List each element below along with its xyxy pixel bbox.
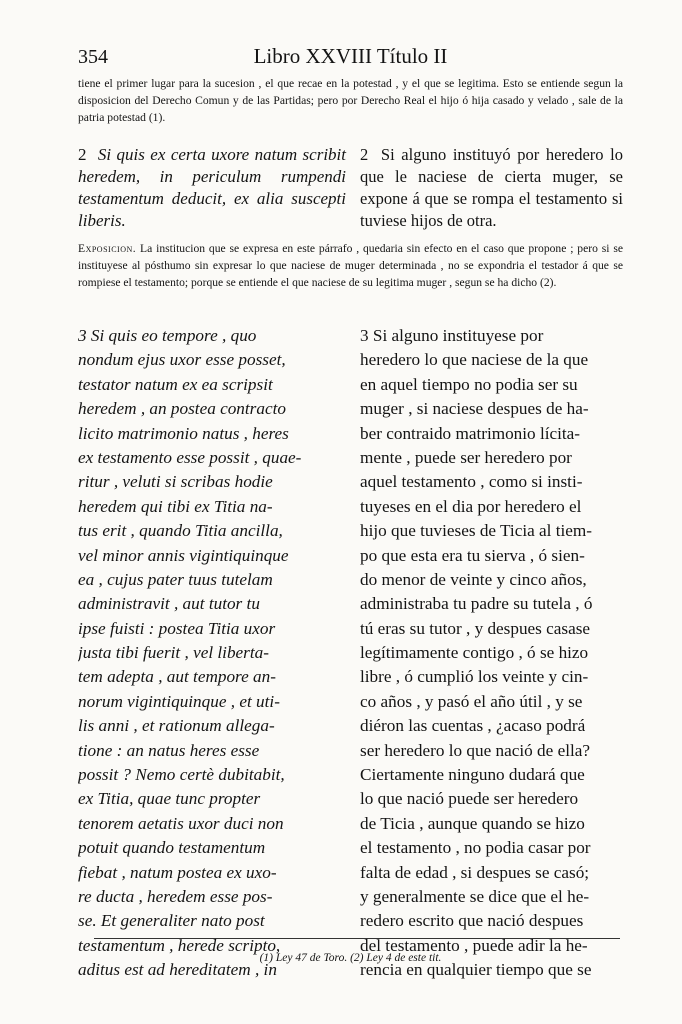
section-3-latin-line: lis anni , et rationum allega- — [78, 716, 275, 736]
section-3-latin — [78, 324, 346, 983]
footnotes: (1) Ley 47 de Toro. (2) Ley 4 de este tit. — [259, 952, 442, 964]
section-3-spanish-line: po que esta era tu sierva , ó sien- — [360, 545, 585, 565]
section-3-spanish-line: del testamento , puede adir la he- — [360, 935, 588, 955]
section-3-latin-line: nondum ejus uxor esse posset, — [78, 350, 286, 370]
section-2-spanish-number: 2 — [360, 145, 369, 164]
section-3-spanish-line: tú eras su tutor , y despues casase — [360, 618, 591, 638]
section-2-latin — [78, 144, 346, 232]
section-3-latin-line: ex Titia, quae tunc propter — [78, 789, 261, 809]
section-2 — [78, 144, 623, 232]
section-3-latin-line: licito matrimonio natus , heres — [78, 423, 289, 443]
page-number: 354 — [78, 46, 108, 68]
section-3-spanish-line: rencia en qualquier tiempo que se — [360, 960, 592, 980]
section-3-spanish-line: ber contraido matrimonio lícita- — [360, 423, 581, 443]
section-3-spanish-line: administraba tu padre su tutela , ó — [360, 594, 593, 614]
section-3-latin-line: ex testamento esse possit , quae- — [78, 447, 302, 467]
section-3-latin-line: heredem , an postea contracto — [78, 399, 286, 419]
section-3-latin-line: heredem qui tibi ex Titia na- — [78, 496, 273, 516]
section-3-spanish-line: de Ticia , aunque quando se hizo — [360, 813, 585, 833]
section-3-spanish-line: aquel testamento , como si insti- — [360, 472, 583, 492]
section-3-spanish-line: co años , y pasó el año útil , y se — [360, 691, 583, 711]
section-3-spanish-line: Ciertamente ninguno dudará que — [360, 765, 585, 785]
exposicion-text: La institucion que se expresa en este párrafo , quedaria sin efecto en el caso que propone ; pero si se instituyese al pósthumo sin expresar lo que naciese de muger determinada , no se expondria el testador á que se rompiese el testamento; porque se entiende el que naciese de su legitima muger , segun se ha dicho (2). — [78, 242, 623, 289]
section-3-latin-line: possit ? Nemo certè dubitabit, — [78, 765, 285, 785]
section-3-latin-line: se. Et generaliter nato post — [78, 911, 265, 931]
section-3-spanish-line: do menor de veinte y cinco años, — [360, 569, 587, 589]
section-3-latin-line: norum vigintiquinque , et uti- — [78, 691, 280, 711]
intro-paragraph: tiene el primer lugar para la sucesion , el que recae en la potestad , y el que se legitima. Esto se entiende segun la disposicion del Derecho Comun y de las Partidas; pero por Derecho Real el hijo ó hija casado y velado , sale de la patria potestad (1). — [78, 77, 623, 124]
section-3-latin-line: testator natum ex ea scripsit — [78, 374, 273, 394]
section-2-spanish-text: Si alguno instituyó por heredero lo que le naciese de cierta muger, se expone á que se rompa el testamento si tuviese hijos de otra. — [360, 145, 624, 230]
section-3-spanish-line: muger , si naciese despues de ha- — [360, 399, 589, 419]
section-3-latin-line: potuit quando testamentum — [78, 838, 266, 858]
section-3-spanish-line: y generalmente se dice que el he- — [360, 886, 590, 906]
section-2-latin-text: Si quis ex certa uxore natum scribit heredem, in periculum rumpendi testamentum deducit, ex alia suscepti liberis. — [78, 145, 347, 230]
section-3-spanish-line: diéron las cuentas , ¿acaso podrá — [360, 716, 586, 736]
section-3-latin-line: 3 Si quis eo tempore , quo — [78, 326, 257, 345]
section-3-spanish-line: falta de edad , si despues se casó; — [360, 862, 590, 882]
section-2-latin-number: 2 — [78, 145, 87, 164]
footnote-rule — [94, 938, 620, 939]
section-3-latin-line: tus erit , quando Titia ancilla, — [78, 521, 283, 541]
section-3-latin-line: administravit , aut tutor tu — [78, 594, 260, 614]
section-3-spanish-line: heredero lo que naciese de la que — [360, 350, 589, 370]
section-3-spanish-line: redero escrito que nació despues — [360, 911, 584, 931]
exposicion-label: Exposicion. — [78, 242, 137, 255]
page-header — [78, 40, 623, 74]
section-3-spanish-line: 3 Si alguno instituyese por — [360, 326, 544, 345]
section-3-spanish-line: en aquel tiempo no podia ser su — [360, 374, 578, 394]
section-3-spanish-line: mente , puede ser heredero por — [360, 447, 572, 467]
section-3-latin-line: re ducta , heredem esse pos- — [78, 886, 273, 906]
section-3-latin-line: ipse fuisti : postea Titia uxor — [78, 618, 276, 638]
section-3-spanish-line: lo que nació puede ser heredero — [360, 789, 579, 809]
intro-paragraph-block — [78, 75, 623, 126]
section-3-latin-line: tem adepta , aut tempore an- — [78, 667, 276, 687]
section-3-spanish-line: ser heredero lo que nació de ella? — [360, 740, 591, 760]
section-3-spanish-line: legítimamente contigo , ó se hizo — [360, 643, 589, 663]
section-3-spanish-line: hijo que tuvieses de Ticia al tiem- — [360, 521, 592, 541]
section-3-latin-line: ea , cujus pater tuus tutelam — [78, 569, 273, 589]
running-title: Libro XXVIII Título II — [253, 44, 448, 68]
section-3-latin-line: tenorem aetatis uxor duci non — [78, 813, 284, 833]
exposicion-block — [78, 240, 623, 291]
section-3-spanish-line: tuyeses en el dia por heredero el — [360, 496, 582, 516]
section-3-latin-line: vel minor annis vigintiquinque — [78, 545, 289, 565]
section-3-latin-line: ritur , veluti si scribas hodie — [78, 472, 273, 492]
section-3-spanish — [360, 324, 623, 983]
section-3-spanish-line: libre , ó cumplió los veinte y cin- — [360, 667, 589, 687]
section-3-latin-line: justa tibi fuerit , vel liberta- — [78, 643, 269, 663]
section-2-spanish — [360, 144, 623, 232]
section-3-spanish-line: el testamento , no podia casar por — [360, 838, 591, 858]
section-3-latin-line: tione : an natus heres esse — [78, 740, 260, 760]
section-3-latin-line: fiebat , natum postea ex uxo- — [78, 862, 277, 882]
section-3-latin-line: testamentum , herede scripto, — [78, 935, 281, 955]
section-3-latin-line: aditus est ad hereditatem , in — [78, 960, 277, 980]
